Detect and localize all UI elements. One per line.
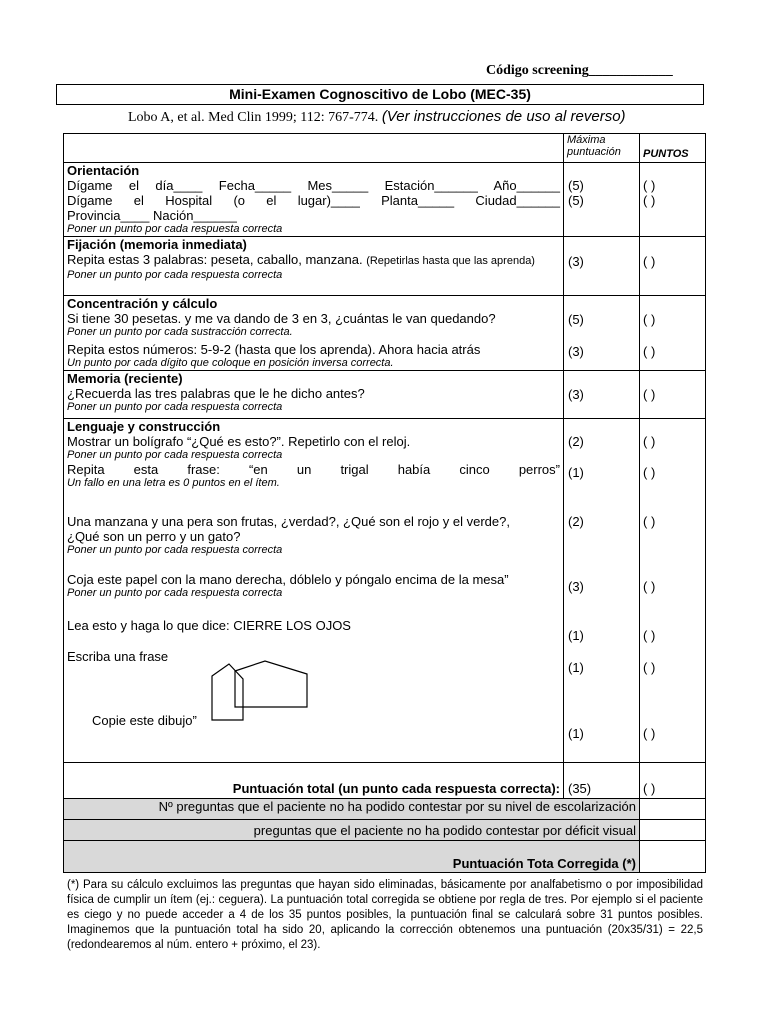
- reference-note: (Ver instrucciones de uso al reverso): [381, 108, 626, 125]
- total-row: [64, 763, 706, 799]
- scoring-note: Poner un punto por cada respuesta correcta: [67, 449, 283, 461]
- scoring-note: Poner un punto por cada sustracción correcta.: [67, 326, 293, 338]
- scoring-note: Poner un punto por cada respuesta correcta: [67, 401, 283, 413]
- total-max: (35): [564, 763, 640, 799]
- points-field[interactable]: ( ): [643, 660, 656, 675]
- max-score: (1): [568, 660, 584, 675]
- points-field[interactable]: ( ): [643, 344, 656, 359]
- section-title: Memoria (reciente): [67, 371, 183, 386]
- footnote: (*) Para su cálculo excluimos las preguntas que hayan sido eliminadas, básicamente por analfabetismo o por imposibilidad física de cumplir un ítem (ej.: ceguera). La puntuación total corregida se obtiene por regla de tres. Por ejemplo si el paciente es ciego y no puede acceder a 4 de los 35 puntos posibles, la puntuación final se calculará sobre 31 puntos posibles. Imaginemos que la puntuación total ha sido 20, aplicando la corrección obtenemos una puntuación (20x35/31) = 22,5 (redondearemos al núm. entero + próximo, el 23).: [67, 879, 703, 951]
- max-score: (5): [568, 193, 584, 208]
- section-fijacion: [64, 237, 706, 296]
- codigo-screening: Código screening____________: [486, 63, 673, 78]
- visual-row: [64, 820, 706, 841]
- escolarizacion-row: [64, 799, 706, 820]
- max-score: (1): [568, 726, 584, 741]
- total-points-field[interactable]: ( ): [640, 763, 706, 799]
- question-text: Provincia____ Nación______: [67, 208, 237, 223]
- question-text: Lea esto y haga lo que dice: CIERRE LOS OJOS: [67, 618, 351, 633]
- points-field[interactable]: ( ): [643, 434, 656, 449]
- points-field[interactable]: ( ): [643, 628, 656, 643]
- corregida-field[interactable]: [640, 841, 706, 873]
- points-field[interactable]: ( ): [643, 193, 656, 208]
- scoring-note: Poner un punto por cada respuesta correcta: [67, 587, 283, 599]
- header-blank: [64, 134, 564, 163]
- scoring-note: Un punto por cada dígito que coloque en posición inversa correcta.: [67, 357, 394, 369]
- points-field[interactable]: ( ): [643, 178, 656, 193]
- question-text: Una manzana y una pera son frutas, ¿verdad?, ¿Qué son el rojo y el verde?,: [67, 514, 510, 529]
- points-field[interactable]: ( ): [643, 514, 656, 529]
- section-title: Concentración y cálculo: [67, 296, 218, 311]
- points-field[interactable]: ( ): [643, 254, 656, 269]
- question-text: Repita estos números: 5-9-2 (hasta que los aprenda). Ahora hacia atrás: [67, 342, 481, 357]
- question-text: Dígame el Hospital (o el lugar)____ Planta_____ Ciudad______: [67, 193, 560, 208]
- section-title: Orientación: [67, 163, 140, 178]
- max-score: (2): [568, 514, 584, 529]
- escolarizacion-field[interactable]: [640, 799, 706, 820]
- header-maxima: Máxima puntuación: [564, 134, 640, 163]
- question-text: ¿Qué son un perro y un gato?: [67, 529, 241, 544]
- points-field[interactable]: ( ): [643, 387, 656, 402]
- question-text: Repita esta frase: “en un trigal había cinco perros”: [67, 462, 560, 477]
- scoring-note: Poner un punto por cada respuesta correcta: [67, 544, 283, 556]
- header-row: [64, 134, 706, 163]
- points-field[interactable]: ( ): [643, 726, 656, 741]
- corregida-label: Puntuación Tota Corregida (*): [64, 841, 640, 873]
- points-field[interactable]: ( ): [643, 312, 656, 327]
- question-text: Coja este papel con la mano derecha, dóblelo y póngalo encima de la mesa”: [67, 572, 509, 587]
- escolarizacion-label: Nº preguntas que el paciente no ha podido contestar por su nivel de escolarización: [64, 799, 640, 820]
- corregida-row: [64, 841, 706, 873]
- max-score: (5): [568, 178, 584, 193]
- visual-label: preguntas que el paciente no ha podido contestar por déficit visual: [64, 820, 640, 841]
- section-concentracion: [64, 296, 706, 371]
- reference: [128, 108, 626, 126]
- question-text: Repita estas 3 palabras: peseta, caballo, manzana. (Repetirlas hasta que las aprenda): [67, 252, 535, 267]
- scoring-note: Poner un punto por cada respuesta correcta: [67, 223, 283, 235]
- total-label: Puntuación total (un punto cada respuesta correcta):: [64, 763, 564, 799]
- question-text: ¿Recuerda las tres palabras que le he dicho antes?: [67, 386, 365, 401]
- question-text: Escriba una frase: [67, 649, 169, 664]
- mec-table: [63, 133, 706, 873]
- page-title: Mini-Examen Cognoscitivo de Lobo (MEC-35): [56, 84, 704, 105]
- pentagon-drawing: [209, 658, 309, 722]
- section-memoria: [64, 371, 706, 419]
- points-field[interactable]: ( ): [643, 579, 656, 594]
- max-score: (5): [568, 312, 584, 327]
- max-score: (1): [568, 465, 584, 480]
- max-score: (2): [568, 434, 584, 449]
- max-score: (3): [568, 387, 584, 402]
- points-field[interactable]: ( ): [643, 465, 656, 480]
- max-score: (1): [568, 628, 584, 643]
- question-text: Si tiene 30 pesetas. y me va dando de 3 en 3, ¿cuántas le van quedando?: [67, 311, 496, 326]
- header-puntos: PUNTOS: [640, 134, 706, 163]
- scoring-note: Poner un punto por cada respuesta correcta: [67, 269, 283, 281]
- question-text: Mostrar un bolígrafo “¿Qué es esto?”. Repetirlo con el reloj.: [67, 434, 411, 449]
- reference-citation: Lobo A, et al. Med Clin 1999; 112: 767-774.: [128, 110, 379, 125]
- visual-field[interactable]: [640, 820, 706, 841]
- max-score: (3): [568, 579, 584, 594]
- section-lenguaje: [64, 419, 706, 763]
- question-text: Copie este dibujo”: [92, 713, 197, 728]
- section-title: Lenguaje y construcción: [67, 419, 221, 434]
- scoring-note: Un fallo en una letra es 0 puntos en el ítem.: [67, 477, 280, 489]
- question-text: Dígame el día____ Fecha_____ Mes_____ Estación______ Año______: [67, 178, 560, 193]
- section-orientacion: [64, 163, 706, 237]
- section-title: Fijación (memoria inmediata): [67, 237, 247, 252]
- max-score: (3): [568, 344, 584, 359]
- max-score: (3): [568, 254, 584, 269]
